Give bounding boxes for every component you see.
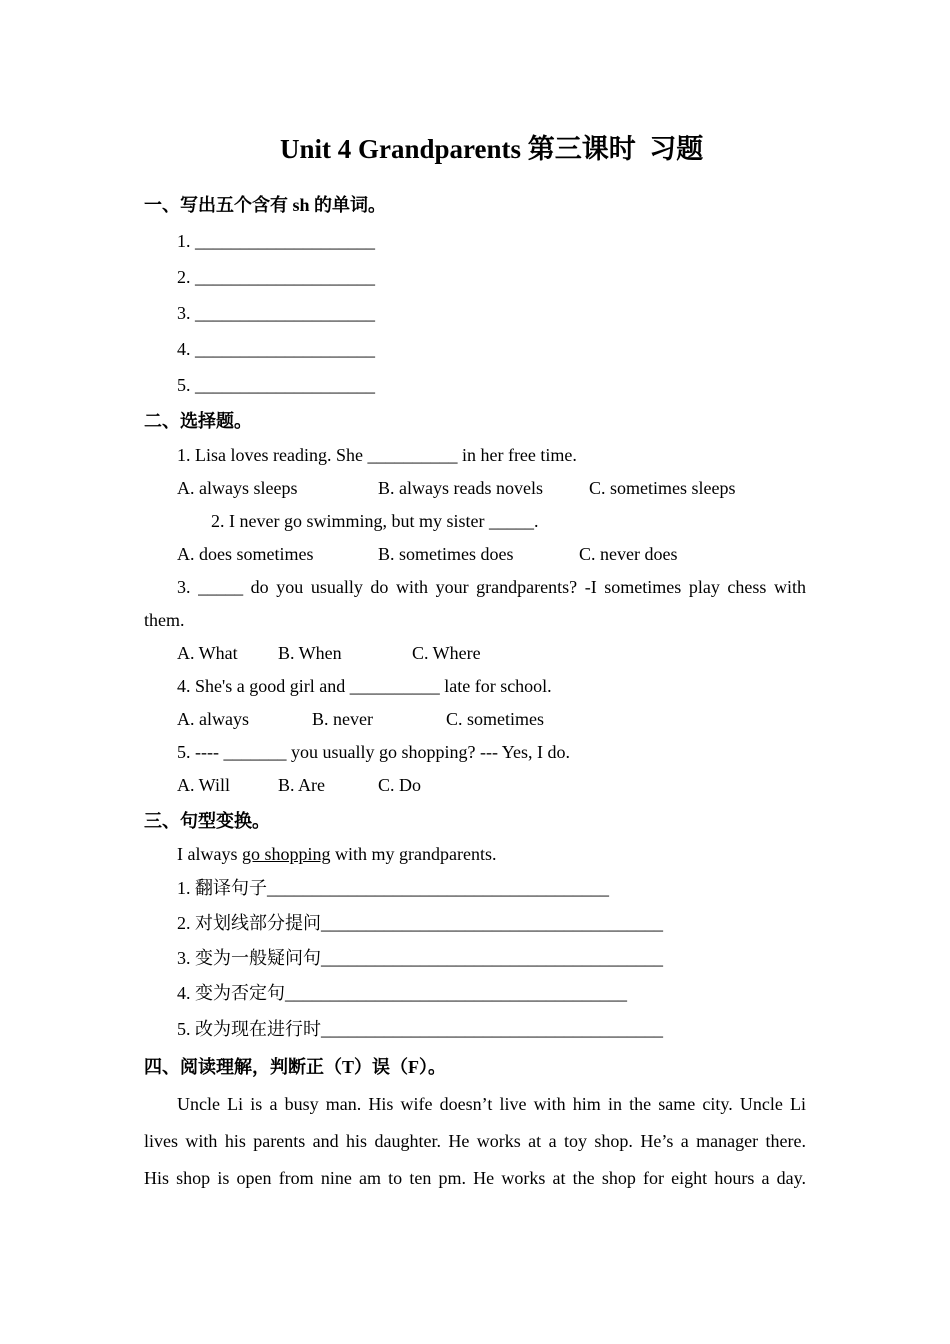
q5-option-a: A. Will — [177, 775, 230, 795]
question-2: 2. I never go swimming, but my sister _____. — [211, 511, 539, 531]
question-3-continued: them. — [144, 610, 185, 630]
blank-line-4: 4. ____________________ — [177, 339, 375, 359]
section-3-heading: 三、句型变换。 — [144, 811, 270, 831]
task-2: 2. 对划线部分提问______________________________________ — [177, 913, 663, 933]
q1-option-c: C. sometimes sleeps — [589, 478, 736, 498]
question-1: 1. Lisa loves reading. She __________ in her free time. — [177, 445, 577, 465]
question-4: 4. She's a good girl and __________ late for school. — [177, 676, 552, 696]
blank-line-5: 5. ____________________ — [177, 375, 375, 395]
sentence-start: I always — [177, 844, 242, 864]
q3-option-a: A. What — [177, 643, 238, 663]
underlined-phrase: go shopping — [241, 844, 331, 864]
q4-option-a: A. always — [177, 709, 249, 729]
q4-option-c: C. sometimes — [446, 709, 544, 729]
blank-line-2: 2. ____________________ — [177, 267, 375, 287]
blank-line-1: 1. ____________________ — [177, 231, 375, 251]
q2-option-b: B. sometimes does — [378, 544, 514, 564]
task-5: 5. 改为现在进行时______________________________________ — [177, 1019, 663, 1039]
sentence-end: with my grandparents. — [330, 844, 497, 864]
page-title: Unit 4 Grandparents 第三课时 习题 — [280, 134, 704, 164]
reading-line-2: lives with his parents and his daughter. He works at a toy shop. He’s a manager there. — [144, 1131, 806, 1151]
reading-line-3: His shop is open from nine am to ten pm. He works at the shop for eight hours a day. — [144, 1168, 806, 1188]
q5-option-c: C. Do — [378, 775, 422, 795]
q3-option-b: B. When — [278, 643, 342, 663]
q1-option-a: A. always sleeps — [177, 478, 298, 498]
section-1-heading: 一、写出五个含有 sh 的单词。 — [144, 195, 387, 215]
section-4-heading: 四、阅读理解，判断正（T）误（F）。 — [144, 1057, 446, 1077]
blank-line-3: 3. ____________________ — [177, 303, 375, 323]
task-4: 4. 变为否定句______________________________________ — [177, 983, 627, 1003]
q2-option-a: A. does sometimes — [177, 544, 314, 564]
reading-line-1: Uncle Li is a busy man. His wife doesn’t live with him in the same city. Uncle Li — [177, 1094, 806, 1114]
question-3: 3. _____ do you usually do with your grandparents? -I sometimes play chess with — [177, 577, 806, 597]
base-sentence — [177, 845, 496, 863]
task-3: 3. 变为一般疑问句______________________________________ — [177, 948, 663, 968]
q2-option-c: C. never does — [579, 544, 678, 564]
question-5: 5. ---- _______ you usually go shopping? --- Yes, I do. — [177, 742, 570, 762]
q4-option-b: B. never — [312, 709, 373, 729]
task-1: 1. 翻译句子______________________________________ — [177, 878, 609, 898]
q3-option-c: C. Where — [412, 643, 481, 663]
q5-option-b: B. Are — [278, 775, 325, 795]
section-2-heading: 二、选择题。 — [144, 411, 252, 431]
q1-option-b: B. always reads novels — [378, 478, 543, 498]
